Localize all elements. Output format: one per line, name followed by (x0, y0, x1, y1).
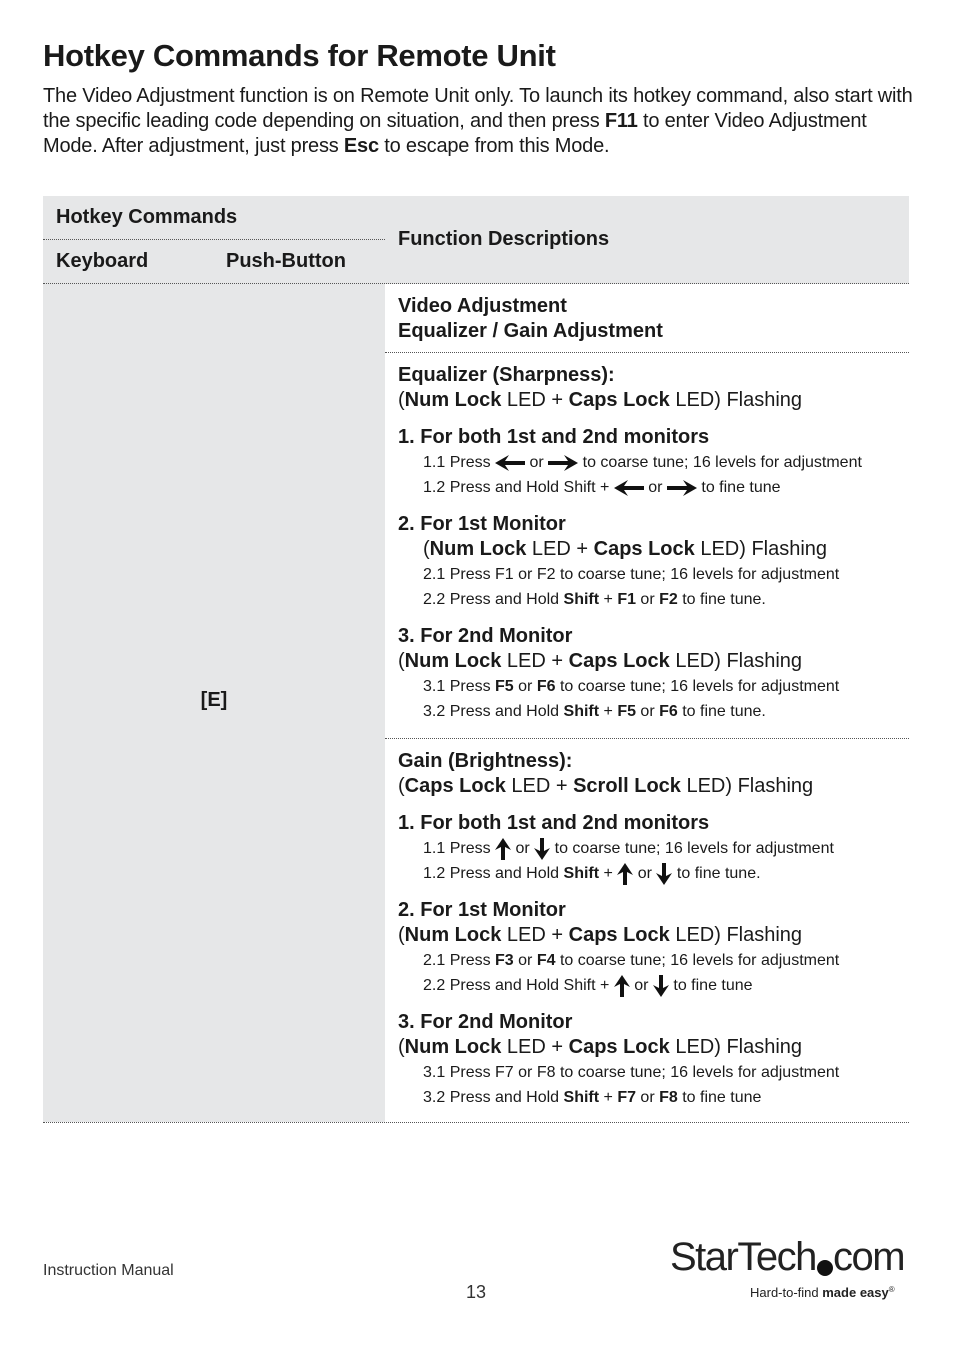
header-function-descriptions: Function Descriptions (398, 228, 610, 250)
key-f5: F5 (617, 703, 636, 720)
function-column (385, 284, 909, 1110)
key-shift: Shift (563, 865, 600, 882)
line-text: 3.2 Press and Hold (423, 1089, 564, 1106)
key-f8: F8 (659, 1089, 678, 1106)
led-key-b: Caps Lock (568, 650, 670, 672)
up-arrow-icon (617, 863, 633, 885)
led-text: LED) Flashing (669, 389, 803, 411)
led-key-b: Caps Lock (568, 924, 670, 946)
eq-m1-led (398, 537, 909, 562)
line-text: + (599, 591, 618, 608)
led-key-b: Scroll Lock (573, 775, 681, 797)
video-adjustment-title: Video Adjustment (398, 295, 567, 317)
eq-both-title: 1. For both 1st and 2nd monitors (398, 426, 710, 448)
header-keyboard: Keyboard (56, 250, 149, 272)
key-shift: Shift (563, 591, 600, 608)
or-text: or (648, 479, 663, 496)
line-text: to coarse tune; 16 levels for adjustment (554, 840, 834, 857)
line-text: or (513, 952, 537, 969)
gain-m1-line-2 (398, 973, 909, 998)
eq-m2-led (398, 649, 909, 674)
left-arrow-icon (614, 480, 644, 496)
eq-m2-title: 3. For 2nd Monitor (398, 625, 573, 647)
led-text: LED + (505, 775, 574, 797)
line-text: to coarse tune; 16 levels for adjustment (582, 454, 862, 471)
led-text: ( (423, 538, 430, 560)
equalizer-led (398, 388, 909, 413)
line-text: to coarse tune; 16 levels for adjustment (555, 678, 840, 695)
intro-key-f11: F11 (604, 110, 638, 132)
intro-text-1: The Video Adjustment function is on Remote Unit only. To launch its hotkey command, also start with the specific leading code depending on situation, and then press (43, 85, 913, 132)
left-arrow-icon (495, 455, 525, 471)
gain-both-line-2 (398, 861, 909, 886)
gain-m1-title: 2. For 1st Monitor (398, 899, 566, 921)
led-text: ( (398, 924, 405, 946)
line-text: 1.2 Press and Hold Shift + (423, 479, 610, 496)
line-text: to fine tune. (677, 591, 766, 608)
led-key-a: Num Lock (429, 538, 527, 560)
led-text: ( (398, 650, 405, 672)
hotkey-e: [E] (200, 689, 228, 711)
line-text: 2.1 Press (423, 952, 496, 969)
logo-tag-b: made easy (822, 1285, 889, 1300)
line-text: or (513, 678, 537, 695)
line-text: 2.2 Press and Hold Shift + (423, 977, 610, 994)
intro-text-3: to escape from this Mode. (378, 135, 610, 157)
line-text: 1.1 Press (423, 454, 491, 471)
led-key-b: Caps Lock (568, 1036, 670, 1058)
led-text: LED) Flashing (694, 538, 828, 560)
led-key-a: Num Lock (404, 389, 502, 411)
led-text: LED + (501, 1036, 569, 1058)
key-f1: F1 (617, 591, 636, 608)
line-text: 3.1 Press (423, 678, 496, 695)
table-header (43, 196, 909, 284)
logo-com: com (833, 1235, 905, 1279)
down-arrow-icon (653, 975, 669, 997)
hotkey-column (43, 284, 385, 1122)
gain-both-line-1 (398, 836, 909, 861)
table-body (43, 284, 909, 1123)
line-text: 2.2 Press and Hold (423, 591, 564, 608)
down-arrow-icon (656, 863, 672, 885)
gain-m2-led (398, 1035, 909, 1060)
equalizer-section (385, 353, 909, 739)
or-text: or (637, 865, 653, 882)
eq-m2-line-2 (398, 699, 909, 724)
key-f6: F6 (536, 678, 556, 695)
gain-m2-line-1: 3.1 Press F7 or F8 to coarse tune; 16 levels for adjustment (423, 1064, 840, 1081)
hotkey-table (43, 196, 909, 1123)
line-text: + (599, 1089, 618, 1106)
led-text: ( (398, 389, 405, 411)
led-text: LED) Flashing (669, 924, 803, 946)
header-push-button: Push-Button (226, 250, 346, 272)
led-key-b: Caps Lock (568, 389, 670, 411)
equalizer-gain-title: Equalizer / Gain Adjustment (398, 320, 663, 342)
eq-m2-line-1 (398, 674, 909, 699)
right-arrow-icon (548, 455, 578, 471)
gain-title: Gain (Brightness): (398, 750, 573, 772)
line-text: to fine tune (701, 479, 781, 496)
logo-tagline (750, 1285, 895, 1300)
right-arrow-icon (667, 480, 697, 496)
led-key-a: Caps Lock (404, 775, 506, 797)
key-shift: Shift (563, 703, 600, 720)
led-text: LED + (526, 538, 594, 560)
intro-key-esc: Esc (343, 135, 379, 157)
header-hotkey-commands: Hotkey Commands (56, 206, 238, 228)
led-key-a: Num Lock (404, 924, 502, 946)
led-text: LED + (501, 389, 569, 411)
gain-m2-line-2 (398, 1085, 909, 1110)
key-f4: F4 (536, 952, 556, 969)
or-text: or (634, 977, 649, 994)
line-text: + (599, 703, 618, 720)
key-f2: F2 (659, 591, 678, 608)
page-title: Hotkey Commands for Remote Unit (43, 38, 556, 73)
led-key-a: Num Lock (404, 650, 502, 672)
eq-m1-title: 2. For 1st Monitor (398, 513, 566, 535)
line-text: or (635, 1089, 660, 1106)
line-text: 1.1 Press (423, 840, 491, 857)
eq-m1-line-1: 2.1 Press F1 or F2 to coarse tune; 16 levels for adjustment (423, 566, 840, 583)
key-f7: F7 (617, 1089, 636, 1106)
gain-both-title: 1. For both 1st and 2nd monitors (398, 812, 710, 834)
gain-m2-title: 3. For 2nd Monitor (398, 1011, 573, 1033)
page-number: 13 (466, 1282, 487, 1302)
led-text: LED) Flashing (669, 1036, 803, 1058)
line-text: to fine tune (673, 977, 753, 994)
led-key-b: Caps Lock (593, 538, 695, 560)
line-text: 3.2 Press and Hold (423, 703, 564, 720)
logo-main: StarTech (670, 1235, 816, 1279)
line-text: or (635, 591, 660, 608)
key-f6: F6 (659, 703, 678, 720)
or-text: or (529, 454, 544, 471)
gain-m1-led (398, 923, 909, 948)
logo-dot (817, 1260, 833, 1276)
video-adjustment-section (385, 284, 909, 353)
led-text: LED + (501, 924, 569, 946)
line-text: 1.2 Press and Hold (423, 865, 564, 882)
key-shift: Shift (563, 1089, 600, 1106)
line-text: + (599, 865, 613, 882)
intro-text-2: to enter Video Adjustment Mode. After adjustment, just press (43, 110, 867, 157)
logo-tag-a: Hard-to-find (750, 1285, 823, 1300)
startech-logo (670, 1230, 910, 1305)
led-text: LED) Flashing (680, 775, 814, 797)
intro-paragraph (43, 84, 923, 159)
gain-m1-line-1 (398, 948, 909, 973)
line-text: to coarse tune; 16 levels for adjustment (555, 952, 840, 969)
key-f3: F3 (495, 952, 514, 969)
equalizer-title: Equalizer (Sharpness): (398, 364, 615, 386)
eq-m1-line-2 (398, 587, 909, 612)
line-text: to fine tune. (677, 703, 766, 720)
or-text: or (515, 840, 530, 857)
led-text: ( (398, 1036, 405, 1058)
gain-led (398, 774, 909, 799)
logo-reg: ® (888, 1285, 895, 1294)
key-f5: F5 (495, 678, 514, 695)
line-text: to fine tune. (676, 865, 761, 882)
down-arrow-icon (534, 838, 550, 860)
led-text: LED + (501, 650, 569, 672)
header-divider (43, 239, 385, 240)
eq-both-line-1 (398, 450, 909, 475)
led-text: LED) Flashing (669, 650, 803, 672)
line-text: to fine tune (677, 1089, 762, 1106)
led-key-a: Num Lock (404, 1036, 502, 1058)
footer-instruction-manual: Instruction Manual (43, 1262, 174, 1279)
gain-section (385, 739, 909, 1110)
led-text: ( (398, 775, 405, 797)
line-text: or (635, 703, 660, 720)
up-arrow-icon (495, 838, 511, 860)
eq-both-line-2 (398, 475, 909, 500)
up-arrow-icon (614, 975, 630, 997)
